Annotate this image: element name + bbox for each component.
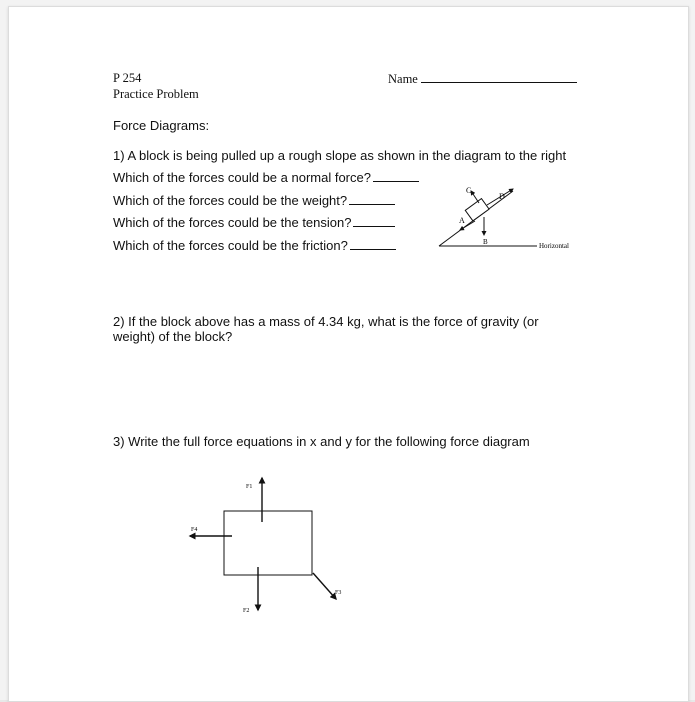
force-arrow-c (471, 191, 479, 203)
label-f2: F2 (243, 608, 250, 614)
answer-blank (350, 239, 396, 250)
practice-subtitle: Practice Problem (113, 87, 199, 101)
label-a: A (459, 216, 465, 225)
name-field (388, 72, 577, 87)
q1-weight-question: Which of the forces could be the weight? (113, 193, 395, 208)
body-box (224, 511, 312, 575)
q1-friction-question: Which of the forces could be the friction? (113, 238, 396, 253)
q1-normal-force-question: Which of the forces could be a normal force? (113, 170, 419, 185)
label-c: C (466, 186, 472, 195)
name-blank (421, 72, 577, 83)
section-title: Force Diagrams: (113, 118, 210, 133)
label-f4: F4 (191, 527, 198, 533)
answer-blank (373, 171, 419, 182)
label-f1: F1 (246, 484, 253, 490)
label-b: B (483, 238, 488, 246)
horizontal-label: Horizontal (539, 242, 569, 250)
slope-diagram (435, 177, 585, 257)
q1-tension-question: Which of the forces could be the tension? (113, 215, 395, 230)
q3-prompt: 3) Write the full force equations in x and y for the following force diagram (113, 434, 530, 449)
block (465, 199, 489, 221)
document-page (8, 6, 689, 702)
name-label: Name (388, 72, 418, 86)
force-box-diagram (179, 469, 359, 619)
force-arrow-f3 (313, 573, 336, 599)
q1-prompt: 1) A block is being pulled up a rough slope as shown in the diagram to the right (113, 148, 567, 163)
answer-blank (349, 194, 395, 205)
label-d: D (499, 192, 505, 201)
q2-line1: 2) If the block above has a mass of 4.34 kg, what is the force of gravity (or (113, 314, 539, 329)
label-f3: F3 (335, 590, 342, 596)
course-code: P 254 (113, 71, 142, 85)
q2-line2: weight) of the block? (113, 329, 233, 344)
answer-blank (353, 216, 395, 227)
